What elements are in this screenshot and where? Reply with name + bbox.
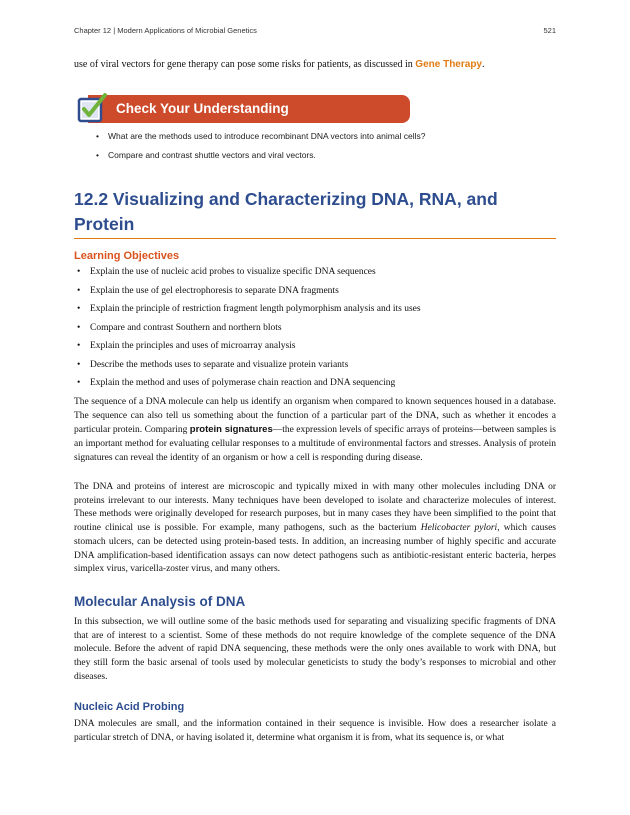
paragraph-protein-signatures	[74, 396, 556, 466]
text-run: , which causes stomach ulcers, can be detected using protein-based tests. In addition, an increasing number of highly specific and accurate DNA amplification-based identification assays can now detect pathogens such as antibiotic-resistant enteric bacteria, herpes simplex virus, varicella-zoster virus, and many others.	[74, 523, 556, 575]
page-number: 521	[543, 26, 556, 35]
intro-paragraph	[74, 59, 556, 70]
text-run: —the expression levels of specific arrays of proteins—between samples is an important method for evaluating cellular responses to a multitude of environmental factors and stresses. Analysis of protein signatures can reveal the identity of an organism or how a cell is responding during disease.	[74, 425, 556, 463]
list-item: • What are the methods used to introduce recombinant DNA vectors into animal cells?	[96, 131, 556, 142]
list-item: • Explain the principles and uses of microarray analysis	[77, 340, 556, 359]
chapter-title: Chapter 12 | Modern Applications of Microbial Genetics	[74, 26, 257, 35]
list-item: • Compare and contrast shuttle vectors and viral vectors.	[96, 150, 556, 161]
running-header	[74, 26, 556, 35]
learning-objectives-heading: Learning Objectives	[74, 250, 180, 262]
subsection-heading: Molecular Analysis of DNA	[74, 594, 246, 609]
section-title-line: 12.2 Visualizing and Characterizing DNA, RNA, and	[74, 189, 498, 209]
paragraph-probing: DNA molecules are small, and the information contained in their sequence is invisible. How does a researcher isolate a particular stretch of DNA, or having isolated it, determine what organism it is from, what its sequence is, or what	[74, 719, 556, 743]
list-item: • Explain the use of gel electrophoresis to separate DNA fragments	[77, 285, 556, 304]
paragraph-techniques	[74, 481, 556, 577]
list-item: • Compare and contrast Southern and northern blots	[77, 322, 556, 341]
text-run: The DNA and proteins of interest are microscopic and typically mixed in with many other molecules including DNA or proteins irrelevant to our interests. Many techniques have been developed to isolate and characterize molecules of interest. These methods were originally developed for research purposes, but in many cases they have been simplified to the point that routine clinical use is possible. For example, many pathogens, such as the bacterium	[74, 482, 556, 534]
italic-species: Helicobacter pylori	[420, 523, 498, 534]
list-item: • Explain the method and uses of polymerase chain reaction and DNA sequencing	[77, 377, 556, 396]
section-title	[74, 187, 556, 237]
section-title-line: Protein	[74, 214, 135, 234]
check-understanding-banner	[74, 94, 410, 124]
intro-end: .	[482, 59, 485, 70]
checkbox-check-icon	[76, 92, 108, 124]
check-understanding-list	[96, 131, 556, 169]
bold-term: protein signatures	[189, 424, 273, 436]
section-divider	[74, 238, 556, 239]
banner-title: Check Your Understanding	[116, 101, 289, 116]
list-item: • Explain the principle of restriction fragment length polymorphism analysis and its uses	[77, 303, 556, 322]
paragraph-molecular-analysis: In this subsection, we will outline some of the basic methods used for separating and visualizing specific fragments of DNA that are of interest to a scientist. Some of these methods do not require knowledge of the complete sequence of the DNA molecule. Before the advent of rapid DNA sequencing, these methods were the only ones available to work with DNA, but they still form the basic arsenal of tools used by molecular geneticists to study the body’s responses to microbial and other diseases.	[74, 617, 556, 682]
subsubsection-heading: Nucleic Acid Probing	[74, 701, 185, 713]
intro-text: use of viral vectors for gene therapy can pose some risks for patients, as discussed in	[74, 59, 416, 70]
text-run: The sequence of a DNA molecule can help us identify an organism when compared to known sequences housed in a database. The sequence can also tell us something about the function of a particular part of the DNA, such as whether it encodes a particular protein. Comparing	[74, 397, 556, 436]
list-item: • Describe the methods uses to separate and visualize protein variants	[77, 359, 556, 378]
gene-therapy-link[interactable]: Gene Therapy	[415, 59, 482, 70]
learning-objectives-list	[77, 266, 556, 396]
list-item: • Explain the use of nucleic acid probes to visualize specific DNA sequences	[77, 266, 556, 285]
